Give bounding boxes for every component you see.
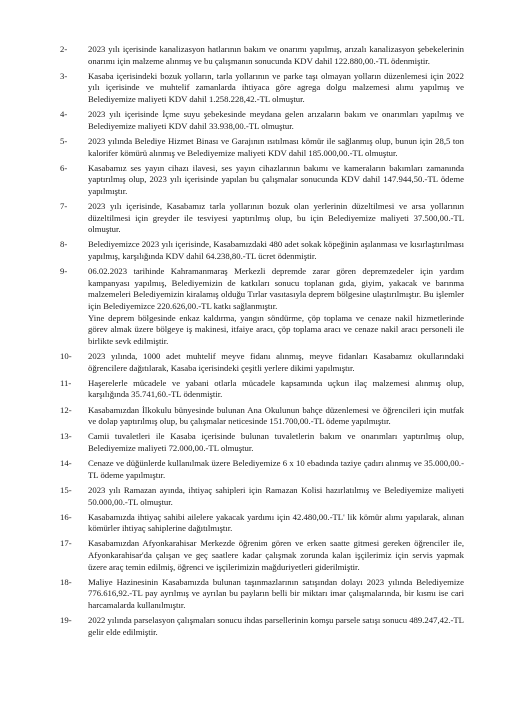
item-number: 6- — [60, 162, 68, 173]
item-number: 11- — [60, 377, 72, 388]
item-number: 12- — [60, 404, 72, 415]
item-number: 19- — [60, 615, 72, 626]
item-text: 2023 yılı Ramazan ayında, ihtiyaç sahipleri için Ramazan Kolisi hazırlatılmış ve Belediyemize maliyeti 50.000,00.-TL olmuştur. — [88, 484, 464, 507]
list-item — [60, 136, 464, 159]
item-number: 4- — [60, 109, 68, 120]
list-item — [60, 266, 464, 347]
item-text: 2023 yılında, 1000 adet muhtelif meyve fidanı alınmış, meyve fidanları Kasabamız okullarındaki öğrencilere dağıtılarak, Kasaba içerisindeki çeşitli yerlere dikimi yapılmıştır. — [88, 351, 464, 373]
list-item — [60, 615, 464, 638]
item-number: 10- — [60, 351, 72, 361]
item-text: 2023 yılı içerisinde İçme suyu şebekesinde meydana gelen arızaların bakım ve onarımları yapılmış ve Belediyemize maliyeti KDV dahil 33.938,00.-TL olmuştur. — [88, 109, 464, 131]
item-number: 18- — [60, 576, 72, 587]
item-text: Kasabamızdan İlkokulu bünyesinde bulunan Ana Okulunun bahçe düzenlemesi ve öğrencileri için mutfak ve dolap yaptırılmış olup, bu çalışmalar neticesinde 151.700,00.-TL ödeme yapılmıştır. — [88, 404, 464, 427]
list-item — [60, 71, 464, 106]
item-text: Yine deprem bölgesinde enkaz kaldırma, yangın söndürme, çöp toplama ve cenaze nakil hizmetlerinde görev almak üzere bölgeye iş makinesi, itfaiye aracı, çöp toplama aracı ve cenaze nakil aracı personeli ile birlikte sevk edilmiştir. — [88, 312, 464, 346]
list-item — [60, 163, 464, 198]
item-text: 2023 yılında Belediye Hizmet Binası ve Garajının ısıtılması kömür ile sağlanmış olup, bunun için 28,5 ton kalorifer kömürü alınmış ve Belediyemize maliyeti KDV dahil 185.000,00.-TL olmuştur. — [88, 135, 464, 158]
list-item — [60, 351, 464, 374]
item-number: 13- — [60, 431, 72, 442]
item-text: 2023 yılı içerisinde, Kasabamız tarla yollarının bozuk olan yerlerinin düzeltilmesi ve arsa yollarının düzeltilmesi için greyder ile tesviyesi yaptırılmış olup, bu için Belediyemize maliyeti 37.500,00.-TL olmuştur. — [88, 201, 464, 235]
item-number: 7- — [60, 201, 68, 212]
item-text: 06.02.2023 tarihinde Kahramanmaraş Merkezli depremde zarar gören depremzedeler için yardım kampanyası yapılmış, Belediyemizin de katkıları sonucu toplanan gıda, giyim, yakacak ve barınma malzemeleri Belediyemizin kiralamış olduğu Tırlar vasıtasıyla deprem bölgesine ulaştırılmıştır. Bu işlemler için Belediyemizce 220.626,00.-TL katkı sağlanmıştır. — [88, 266, 464, 312]
list-item — [60, 458, 464, 481]
activity-list — [60, 44, 464, 642]
item-number: 5- — [60, 135, 68, 146]
item-number: 15- — [60, 484, 72, 495]
list-item — [60, 577, 464, 612]
list-item — [60, 485, 464, 508]
item-text: 2023 yılı içerisinde kanalizasyon hatlarının bakım ve onarımı yapılmış, arızalı kanalizasyon şebekelerinin onarımı için malzeme alınmış ve bu çalışmanın sonucunda KDV dahil 122.880,00.-TL ödenmiştir. — [88, 44, 464, 66]
item-number: 9- — [60, 266, 68, 277]
list-item — [60, 239, 464, 262]
list-item — [60, 378, 464, 401]
list-item — [60, 201, 464, 236]
item-text: Cenaze ve düğünlerde kullanılmak üzere Belediyemize 6 x 10 ebadında taziye çadırı alınmış ve 35.000,00.-TL ödeme yapılmıştır. — [88, 458, 464, 480]
item-number: 3- — [60, 70, 68, 81]
item-text: Camii tuvaletleri ile Kasaba içerisinde bulunan tuvaletlerin bakım ve onarımları yaptırılmış olup, Belediyemize maliyeti 72.000,00.-TL olmuştur. — [88, 431, 464, 453]
list-item — [60, 44, 464, 67]
item-number: 8- — [60, 239, 68, 250]
list-item — [60, 431, 464, 454]
item-number: 17- — [60, 538, 72, 549]
list-item — [60, 405, 464, 428]
item-text: Haşerelerle mücadele ve yabani otlarla mücadele kapsamında uçkun ilaç malzemesi alınmış olup, karşılığında 35.741,60.-TL ödenmiştir. — [88, 377, 464, 400]
list-item — [60, 512, 464, 535]
item-number: 16- — [60, 511, 72, 522]
list-item — [60, 538, 464, 573]
list-item — [60, 109, 464, 132]
item-text: Kasaba içerisindeki bozuk yolların, tarla yollarının ve parke taşı olmayan yolların düzenlemesi için 2022 yılı içerisinde ve muhtelif zamanlarda ihtiyaca göre agrega dolgu malzemesi alımı yapılmış ve Belediyemize maliyeti KDV dahil 1.258.228,42.-TL olmuştur. — [88, 70, 464, 104]
item-text: Kasabamız ses yayın cihazı ilavesi, ses yayın cihazlarının bakımı ve kameraların bakımları zamanında yaptırılmış olup, 2023 yılı içerisinde yapılan bu çalışmalar sonucunda KDV dahil 147.944,50.-TL ödeme yapılmıştır. — [88, 162, 464, 196]
item-text: Kasabamızdan Afyonkarahisar Merkezde öğrenim gören ve erken saatte gitmesi gereken öğrenciler ile, Afyonkarahisar'da çalışan ve geç saatlere kadar çalışmak zorunda kalan işçilerimiz için servis yapmak üzere araç temin edilmiş, öğrenci ve işçilerimizin mağduriyetleri giderilmiştir. — [88, 538, 464, 572]
item-text: Kasabamızda ihtiyaç sahibi ailelere yakacak yardımı için 42.480,00.-TL' lik kömür alımı yapılarak, alınan kömürler ihtiyaç sahiplerine dağıtılmıştır. — [88, 511, 464, 534]
item-text: Belediyemizce 2023 yılı içerisinde, Kasabamızdaki 480 adet sokak köpeğinin aşılanması ve kısırlaştırılması yapılmış, karşılığında KDV dahil 64.238,80.-TL ücret ödenmiştir. — [88, 239, 464, 262]
item-number: 2- — [60, 44, 68, 54]
item-number: 14- — [60, 458, 72, 469]
item-text: 2022 yılında parselasyon çalışmaları sonucu ihdas parsellerinin komşu parsele satışı sonucu 489.247,42.-TL gelir elde edilmiştir. — [88, 615, 464, 637]
item-text: Maliye Hazinesinin Kasabamızda bulunan taşınmazlarının satışından dolayı 2023 yılında Belediyemize 776.616,92.-TL pay ayrılmış ve ayrılan bu payların belli bir miktarı imar çalışmalarında, bir kısmı ise cari harcamalarda kullanılmıştır. — [88, 576, 464, 611]
